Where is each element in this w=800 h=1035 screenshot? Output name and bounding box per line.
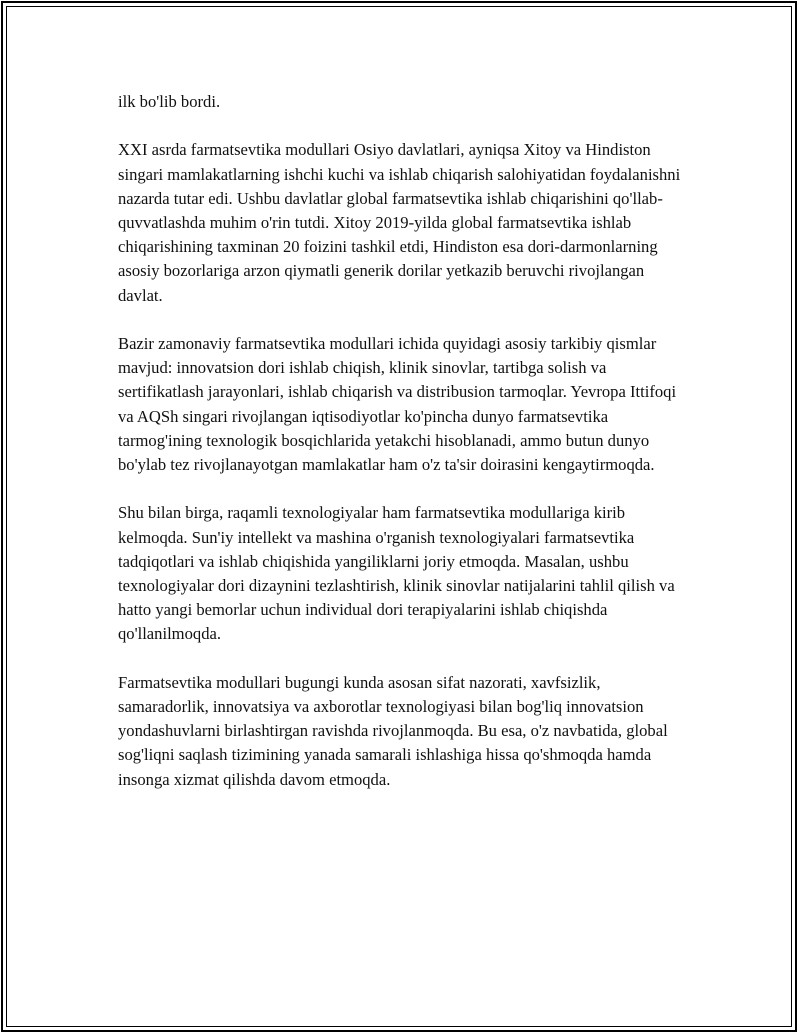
paragraph-1: ilk bo'lib bordi. bbox=[118, 92, 221, 111]
document-body bbox=[118, 90, 688, 816]
paragraph-2: XXI asrda farmatsevtika modullari Osiyo davlatlari, ayniqsa Xitoy va Hindiston singari mamlakatlarning ishchi kuchi va ishlab chiqarish salohiyatidan foydalanishni nazarda tutar edi. Ushbu davlatlar global farmatsevtika ishlab chiqarishini qo'llab-quvvatlashda muhim o'rin tutdi. Xitoy 2019-yilda global farmatsevtika ishlab chiqarishining taxminan 20 foizini tashkil etdi, Hindiston esa dori-darmonlarning asosiy bozorlariga arzon qiymatli generik dorilar yetkazib beruvchi rivojlangan davlat. bbox=[118, 140, 681, 305]
paragraph-3: Bazir zamonaviy farmatsevtika modullari ichida quyidagi asosiy tarkibiy qismlar mavjud: innovatsion dori ishlab chiqish, klinik sinovlar, tartibga solish va sertifikatlash jarayonlari, ishlab chiqarish va distribusion tarmoqlar. Yevropa Ittifoqi va AQSh singari rivojlangan iqtisodiyotlar ko'pincha dunyo farmatsevtika tarmog'ining texnologik bosqichlarida yetakchi hisoblanadi, ammo butun dunyo bo'ylab tez rivojlanayotgan mamlakatlar ham o'z ta'sir doirasini kengaytirmoqda. bbox=[118, 334, 677, 475]
paragraph-5: Farmatsevtika modullari bugungi kunda asosan sifat nazorati, xavfsizlik, samaradorlik, innovatsiya va axborotlar texnologiyasi bilan bog'liq innovatsion yondashuvlarni birlashtirgan ravishda rivojlanmoqda. Bu esa, o'z navbatida, global sog'liqni saqlash tizimining yanada samarali ishlashiga hissa qo'shmoqda hamda insonga xizmat qilishda davom etmoqda. bbox=[118, 672, 668, 789]
paragraph-4: Shu bilan birga, raqamli texnologiyalar ham farmatsevtika modullariga kirib kelmoqda. Sun'iy intellekt va mashina o'rganish texnologiyalari farmatsevtika tadqiqotlari va ishlab chiqishida yangiliklarni joriy etmoqda. Masalan, ushbu texnologiyalar dori dizaynini tezlashtirish, klinik sinovlar natijalarini tahlil qilish va hatto yangi bemorlar uchun individual dori terapiyalarini ishlab chiqishda qo'llanilmoqda. bbox=[118, 503, 675, 644]
